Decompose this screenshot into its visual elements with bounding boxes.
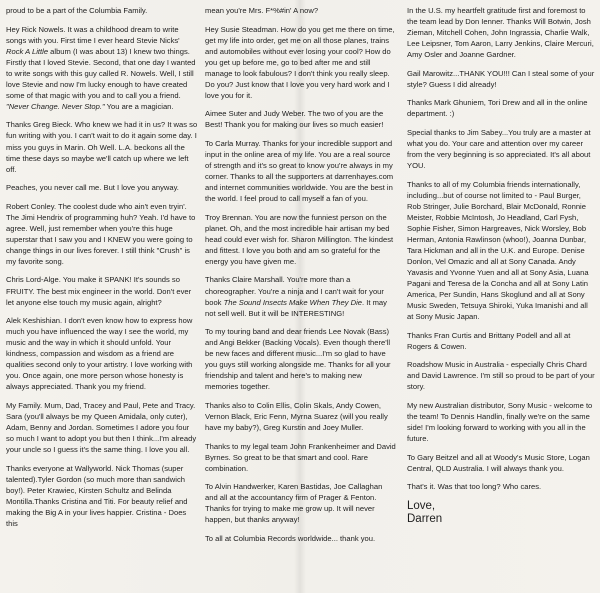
paragraph: My Family. Mum, Dad, Tracey and Paul, Pete and Tracy. Sara (you'll always be my Queen Amidala, only cuter), Adam, Benny and Jordan. Sometimes I adore you four so much I want to adopt you but then I think...I'm already your uncle so I guess it's the same thing. I love you all. xyxy=(6,400,197,455)
paragraph: To Alvin Handwerker, Karen Bastidas, Joe Callaghan and all at the accountancy firm of Prager & Fenton. Thanks for trying to make me grow up. It will never happen, but thanks anyway! xyxy=(205,482,383,525)
column-2 xyxy=(205,5,397,551)
paragraph: Thanks Fran Curtis and Brittany Podell and all at Rogers & Cowen. xyxy=(407,330,571,351)
paragraph: Thanks also to Colin Ellis, Colin Skals, Andy Cowen, Vernon Black, Eric Fenn, Myrna Suarez (will you really have my baby?), Greg Kurstin and Joey Muller. xyxy=(205,400,388,433)
paragraph: Peaches, you never call me. But I love you anyway. xyxy=(6,183,179,193)
paragraph: My new Australian distributor, Sony Music - welcome to the team! To Dennis Handlin, finally we're on the same side! I'm looking forward to working with you all in the future. xyxy=(407,400,593,444)
column-3 xyxy=(407,5,595,526)
paragraph: Alek Keshishian. I don't even know how to express how much you have influenced the way I see the world, my music and the way in which it should unfold. Your kindness, compassion and wisdom as a friend are qualities second only to your artistry. I love working with you. Once again, one more person whose honesty is always appreciated. Thank you my friend. xyxy=(6,316,193,392)
paragraph: To all at Columbia Records worldwide... thank you. xyxy=(205,533,376,543)
paragraph: To Gary Beitzel and all at Woody's Music Store, Logan Central, QLD Australia. I will always thank you. xyxy=(407,452,590,473)
signoff-name: Darren xyxy=(407,512,443,525)
paragraph: To Carla Murray. Thanks for your incredible support and input in the online area of my life. You are a real source of strength and it's so great to know you're always in my corner. Thanks to all the supporters at darrenhayes.com and internet communities worldwide. You are the best in the world. I feel proud to call myself a fan of you. xyxy=(205,138,394,204)
paragraph: Aimee Suter and Judy Weber. The two of you are the Best! Thank you for making our lives so much easier! xyxy=(205,109,384,130)
paragraph: Hey Susie Steadman. How do you get me there on time, get my life into order, get me on all those planes, trains and automobiles without ever losing your cool? How do you get up before me, go to bed after me and still manage to look fabulous? I don't think you really sleep. Do you? Just know that I love you very hard work and I love you for it. xyxy=(205,24,395,100)
paragraph: Troy Brennan. You are now the funniest person on the planet. Oh, and the most incredible hair artisan my bed head could ever wish for. Sharon Millington. The kindest and fittest. I love you both and am so grateful for the energy you have given me. xyxy=(205,212,394,266)
paragraph: In the U.S. my heartfelt gratitude first and foremost to the team lead by Don Ienner. Thanks Will Botwin, Josh Zieman, Mitchell Cohen, John Ingrassia, Charlie Walk, Lee Leipsner, Tom Aaron, Larry Jenkins, Claire Mercuri, Amy Osler and Joanne Gardner. xyxy=(407,6,594,60)
paragraph: Chris Lord-Alge. You make it SPANK! It's sounds so FRUITY. The best mix engineer in the world. Don't ever let anyone else touch my music again, alright? xyxy=(6,275,192,307)
paragraph: Special thanks to Jim Sabey...You truly are a master at what you do. Your care and attention over my career from the very beginning is so appreciated. It's all about YOU. xyxy=(407,127,591,171)
paragraph: To my touring band and dear friends Lee Novak (Bass) and Angi Bekker (Backing Vocals). Even though there'll be new faces and different music...I'm so glad to have you guys still working alongside me. Thanks for all your friendship and talent and here's to making new memories together. xyxy=(205,327,391,392)
paragraph: Thanks Mark Ghuniem, Tori Drew and all in the online department. :) xyxy=(407,98,588,119)
paragraph: Robert Conley. The coolest dude who ain't even tryin'. The Jimi Hendrix of programming huh? Yeah. I'd have to agree. Well, just remember when you're this huge superstar that I saw you and I KNEW you were going to change things in our lives forever. I still think "Crush" is my favorite song. xyxy=(6,201,196,266)
paragraph: Thanks everyone at Wallyworld. Nick Thomas (super talented).Tyler Gordon (so much more than sandwich boy!). Peter Krawiec, Kirsten Schultz and Belinda Montilla.Thanks Cristina and Titi. For beauty relief and making the Big A in your lives happier. Cristina - Does this xyxy=(6,463,188,528)
paragraph: That's it. Was that too long? Who cares. xyxy=(407,482,542,492)
paragraph: Roadshow Music in Australia - especially Chris Chard and David Lawrence. I'm still so proud to be part of your story. xyxy=(407,360,595,392)
paragraph: Gail Marowitz...THANK YOU!!! Can I steal some of your style? Guess I did already! xyxy=(407,68,595,89)
column-1 xyxy=(6,5,198,536)
paragraph: Thanks to all of my Columbia friends internationally, including...but of course not limited to - Paul Burger, Rob Stringer, Julie Borchard, Blair McDonald, Ronnie Meister, Robbie McIntosh, Jo Headland, Carl Fysh, Sophie Fisher, Simon Hargreaves, Nick Worsley, Bob Herman, Antonia Rawlinson (whoo!), Joanna Dunbar, Tara Hickman and all in the U.K. and Europe. Denise Donlon, Vel Omazic and all at Sony Canada. Andy Yavasis and Yvonne Yuen and all at Sony Asia, Luana Pagani and Teresa de la Concha and all at Sony Latin America, Per Sundin, Hans Skoglund and all at Sony Music Sweden, Tetsuya Shiroki, Yuka Imanishi and all at Sony Music Japan. xyxy=(407,179,589,322)
paragraph: Hey Rick Nowels. It was a childhood dream to write songs with you. First time I ever heard Stevie Nicks' Rock A Little album (I was about 13) I knew two things. Firstly that I loved Stevie. Second, that one day I wanted to write songs with this guy called R. Nowels. Well, I still love Stevie and now I'm lucky enough to have created some of that magic with you and to call you a friend. "Never Change. Never Stop." You are a magician. xyxy=(6,24,196,111)
column-3-paragraphs xyxy=(407,5,595,492)
signoff-love: Love, xyxy=(407,499,436,512)
paragraph: proud to be a part of the Columbia Family. xyxy=(6,6,148,15)
paragraph: Thanks Claire Marshall. You're more than a choreographer. You're a ninja and I can't wait for your book The Sound Insects Make When They Die. It may not sell well. But it will be INTERESTING! xyxy=(205,275,387,318)
signoff xyxy=(407,500,595,526)
paragraph: Thanks Greg Bieck. Who knew we had it in us? It was so fun writing with you. I can't wait to do it again some day. I miss you guys in Marin. Oh Well. L.A. beckons all the time these days so maybe we'll catch up where we left off. xyxy=(6,120,198,174)
paragraph: mean you're Mrs. F*%#in' A now? xyxy=(205,6,319,15)
paragraph: Thanks to my legal team John Frankenheimer and David Byrnes. So great to be that smart and cool. Rare combination. xyxy=(205,441,396,473)
